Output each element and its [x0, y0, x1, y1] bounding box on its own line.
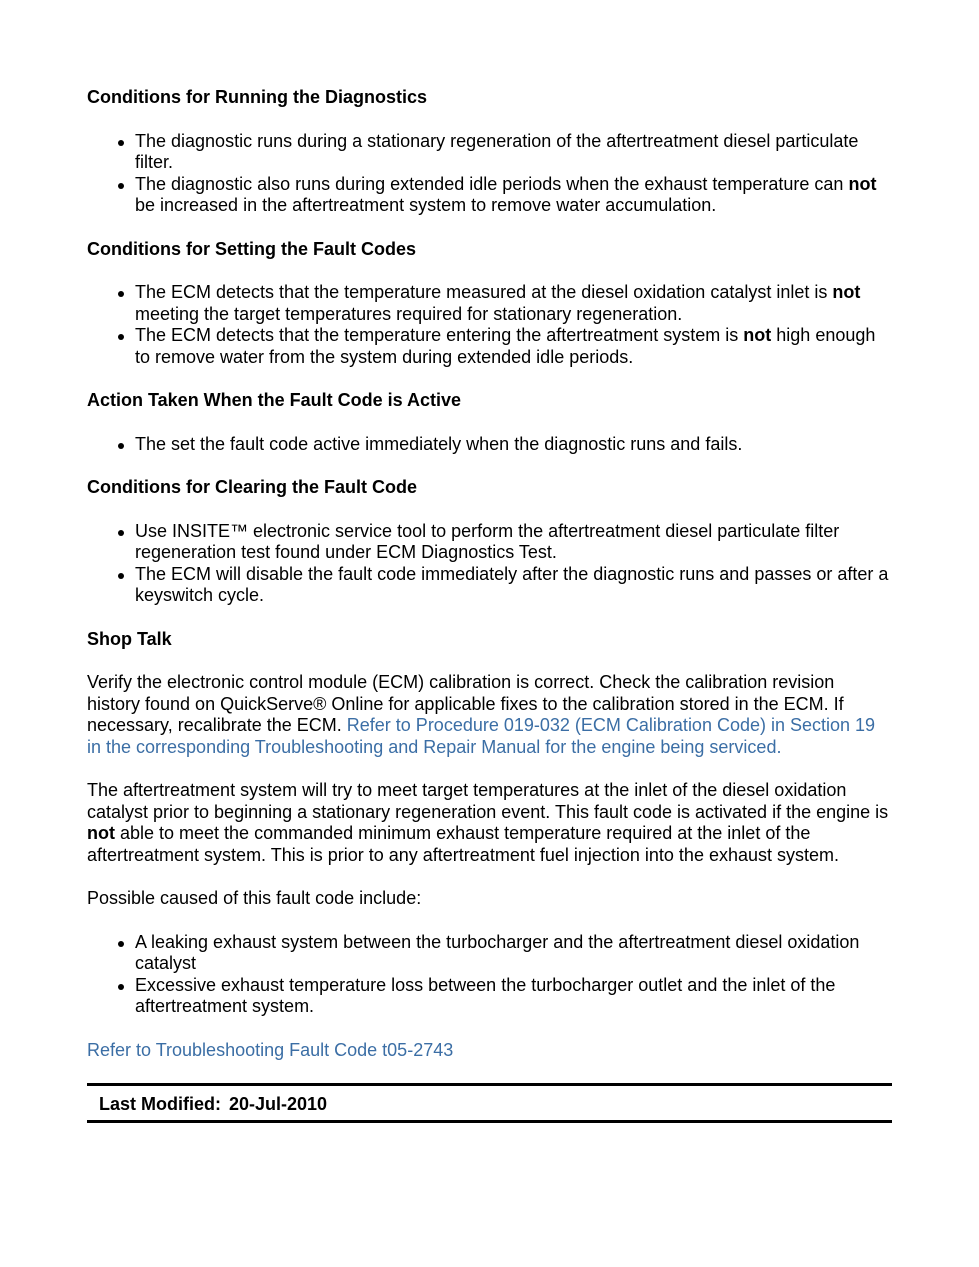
list-item: The set the fault code active immediately when the diagnostic runs and fails.	[135, 434, 892, 456]
heading-clearing-fault-code: Conditions for Clearing the Fault Code	[87, 477, 417, 497]
shop-talk-paragraph-3: Possible caused of this fault code include:	[87, 888, 422, 908]
procedure-019-032-link[interactable]: Refer to Procedure 019-032 (ECM Calibration Code) in Section 19 in the corresponding Troubleshooting and Repair Manual for the engine being serviced.	[87, 715, 876, 757]
action-taken-list	[87, 434, 892, 456]
shop-talk-paragraph-2: The aftertreatment system will try to meet target temperatures at the inlet of the diesel oxidation catalyst prior to beginning a stationary regeneration event. This fault code is activated if the engine is not able to meet the commanded minimum exhaust temperature required at the inlet of the aftertreatment system. This is prior to any aftertreatment fuel injection into the exhaust system.	[87, 780, 889, 865]
emphasis-not: not	[832, 282, 861, 302]
emphasis-not: not	[87, 823, 115, 843]
list-item: The diagnostic runs during a stationary regeneration of the aftertreatment diesel particulate filter.	[135, 131, 892, 174]
emphasis-not: not	[848, 173, 877, 194]
heading-shop-talk: Shop Talk	[87, 628, 172, 649]
list-item: A leaking exhaust system between the turbocharger and the aftertreatment diesel oxidation catalyst	[135, 932, 892, 975]
possible-causes-list	[87, 932, 892, 1018]
running-diagnostics-list	[87, 131, 892, 217]
clearing-fault-code-list	[87, 521, 892, 607]
shop-talk-paragraph-1: Verify the electronic control module (ECM) calibration is correct. Check the calibration revision history found on QuickServe® Online for applicable fixes to the calibration stored in the ECM. If necessary, recalibrate the ECM. Refer to Procedure 019-032 (ECM Calibration Code) in Section 19 in the corresponding Troubleshooting and Repair Manual for the engine being serviced.	[87, 672, 876, 757]
heading-setting-fault-codes: Conditions for Setting the Fault Codes	[87, 238, 416, 259]
last-modified-bar	[87, 1083, 892, 1123]
list-item: The diagnostic also runs during extended idle periods when the exhaust temperature can not be increased in the aftertreatment system to remove water accumulation.	[135, 174, 892, 217]
list-item: Use INSITE™ electronic service tool to perform the aftertreatment diesel particulate filter regeneration test found under ECM Diagnostics Test.	[135, 521, 892, 564]
setting-fault-codes-list	[87, 282, 892, 368]
emphasis-not: not	[743, 325, 772, 345]
list-item: The ECM will disable the fault code immediately after the diagnostic runs and passes or after a keyswitch cycle.	[135, 564, 892, 607]
list-item: The ECM detects that the temperature entering the aftertreatment system is not high enough to remove water from the system during extended idle periods.	[135, 325, 892, 368]
last-modified-label: Last Modified:	[99, 1094, 221, 1114]
list-item: The ECM detects that the temperature measured at the diesel oxidation catalyst inlet is not meeting the target temperatures required for stationary regeneration.	[135, 282, 892, 325]
fault-code-t05-2743-link[interactable]: Refer to Troubleshooting Fault Code t05-2743	[87, 1039, 454, 1060]
list-item: Excessive exhaust temperature loss between the turbocharger outlet and the inlet of the aftertreatment system.	[135, 975, 892, 1018]
heading-running-diagnostics: Conditions for Running the Diagnostics	[87, 87, 427, 107]
refer-paragraph	[87, 1040, 892, 1062]
last-modified-date: 20-Jul-2010	[229, 1094, 328, 1114]
heading-action-taken: Action Taken When the Fault Code is Active	[87, 390, 462, 410]
